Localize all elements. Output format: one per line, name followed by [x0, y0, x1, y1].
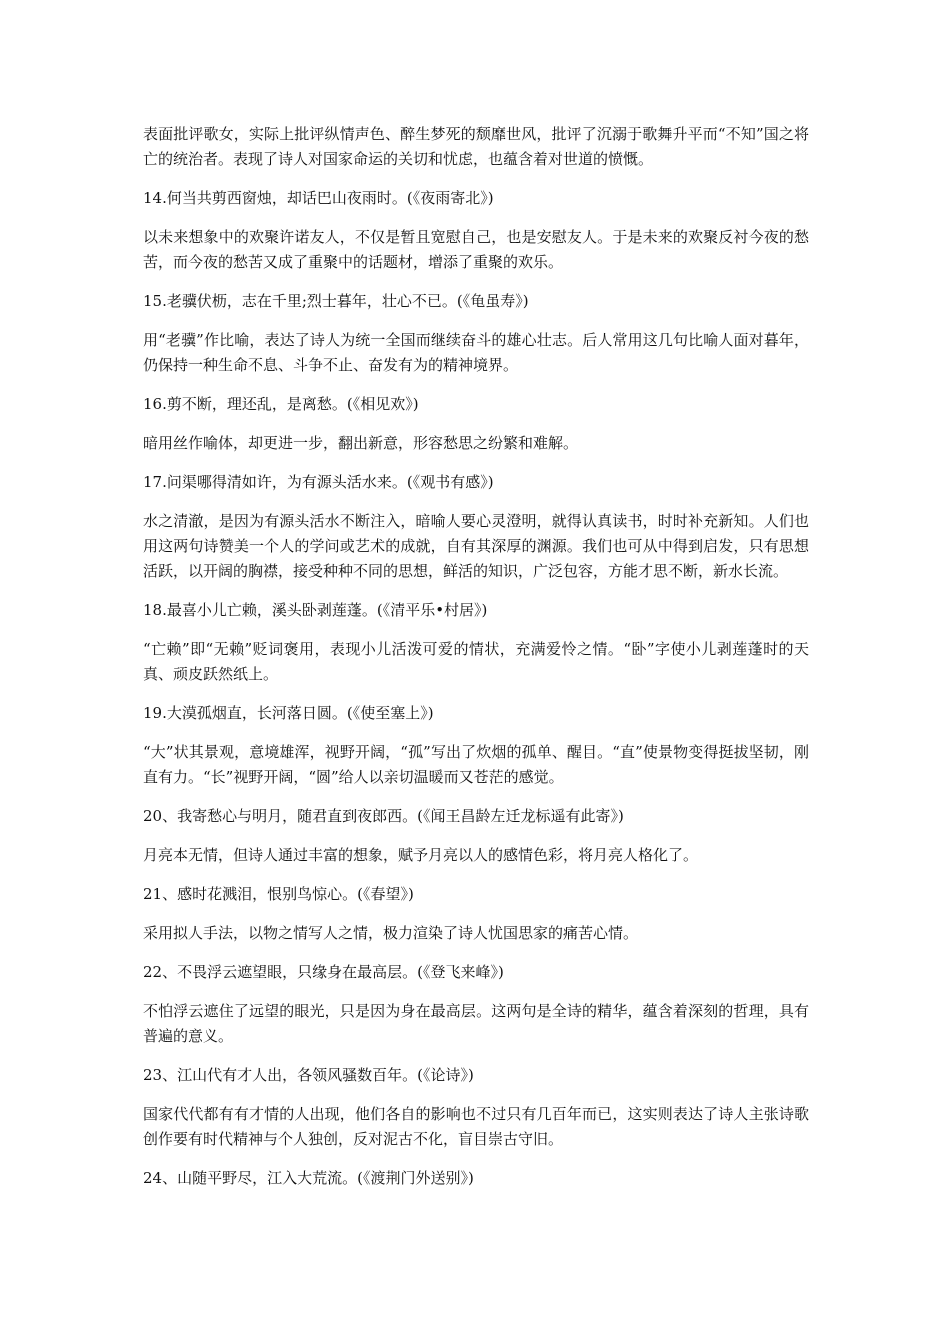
paragraph-desc: 暗用丝作喻体，却更进一步，翻出新意，形容愁思之纷繁和难解。 — [143, 434, 579, 452]
paragraph-desc: 国家代代都有有才情的人出现，他们各自的影响也不过只有几百年而已，这实则表达了诗人主张诗歌创作要有时代精神与个人独创，反对泥古不化，盲目崇古守旧。 — [143, 1105, 809, 1148]
poem-line-15: 15.老骥伏枥，志在千里;烈士暮年，壮心不已。(《龟虽寿》) — [143, 292, 529, 310]
poem-line-22: 22、不畏浮云遮望眼，只缘身在最高层。(《登飞来峰》) — [143, 963, 504, 981]
poem-line-23: 23、江山代有才人出，各领风骚数百年。(《论诗》) — [143, 1066, 474, 1084]
paragraph-desc: 采用拟人手法，以物之情写人之情，极力渲染了诗人忧国思家的痛苦心情。 — [143, 924, 639, 942]
poem-line-21: 21、感时花溅泪，恨别鸟惊心。(《春望》) — [143, 885, 414, 903]
poem-line-24: 24、山随平野尽，江入大荒流。(《渡荆门外送别》) — [143, 1169, 474, 1187]
paragraph-desc: 不怕浮云遮住了远望的眼光，只是因为身在最高层。这两句是全诗的精华，蕴含着深刻的哲理，具有普遍的意义。 — [143, 1002, 809, 1045]
paragraph-desc: 用“老骥”作比喻，表达了诗人为统一全国而继续奋斗的雄心壮志。后人常用这几句比喻人面对暮年，仍保持一种生命不息、斗争不止、奋发有为的精神境界。 — [143, 331, 809, 374]
poem-line-19: 19.大漠孤烟直，长河落日圆。(《使至塞上》) — [143, 704, 434, 722]
paragraph-desc: “亡赖”即“无赖”贬词褒用，表现小儿活泼可爱的情状，充满爱怜之情。“卧”字使小儿剥莲蓬时的天真、顽皮跃然纸上。 — [143, 640, 809, 683]
poem-line-14: 14.何当共剪西窗烛，却话巴山夜雨时。(《夜雨寄北》) — [143, 189, 494, 207]
paragraph-desc: 水之清澈，是因为有源头活水不断注入，暗喻人要心灵澄明，就得认真读书，时时补充新知。人们也用这两句诗赞美一个人的学问或艺术的成就，自有其深厚的渊源。我们也可从中得到启发，只有思想活跃，以开阔的胸襟，接受种种不同的思想，鲜活的知识，广泛包容，方能才思不断，新水长流。 — [143, 512, 809, 580]
paragraph-desc: 表面批评歌女，实际上批评纵情声色、醉生梦死的颓靡世风，批评了沉溺于歌舞升平而“不知”国之将亡的统治者。表现了诗人对国家命运的关切和忧虑，也蕴含着对世道的愤慨。 — [143, 125, 809, 168]
paragraph-desc: 月亮本无情，但诗人通过丰富的想象，赋予月亮以人的感情色彩，将月亮人格化了。 — [143, 846, 699, 864]
poem-line-17: 17.问渠哪得清如许，为有源头活水来。(《观书有感》) — [143, 473, 494, 491]
poem-line-18: 18.最喜小儿亡赖，溪头卧剥莲蓬。(《清平乐•村居》) — [143, 601, 488, 619]
paragraph-desc: “大”状其景观，意境雄浑，视野开阔，“孤”写出了炊烟的孤单、醒目。“直”使景物变得挺拔坚韧，刚直有力。“长”视野开阔，“圆”给人以亲切温暖而又苍茫的感觉。 — [143, 743, 809, 786]
poem-line-20: 20、我寄愁心与明月，随君直到夜郎西。(《闻王昌龄左迁龙标遥有此寄》) — [143, 807, 624, 825]
document-body — [143, 122, 809, 1205]
paragraph-desc: 以未来想象中的欢聚许诺友人，不仅是暂且宽慰自己，也是安慰友人。于是未来的欢聚反衬今夜的愁苦，而今夜的愁苦又成了重聚中的话题材，增添了重聚的欢乐。 — [143, 228, 809, 271]
poem-line-16: 16.剪不断，理还乱，是离愁。(《相见欢》) — [143, 395, 419, 413]
